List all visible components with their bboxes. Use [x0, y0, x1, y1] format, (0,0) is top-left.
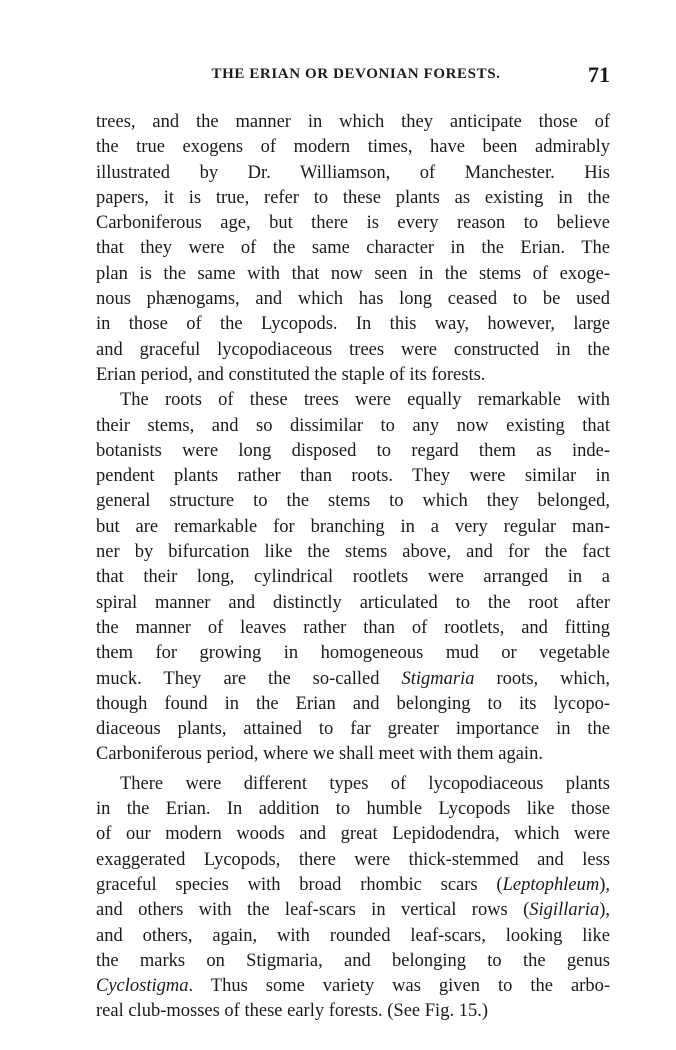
text-line	[96, 974, 610, 999]
text-line: plan is the same with that now seen in the stems of exoge-	[96, 263, 610, 284]
text-line: their stems, and so dissimilar to any now existing that	[96, 415, 610, 436]
text-line: that they were of the same character in the Erian. The	[96, 238, 610, 259]
text-line: trees, and the manner in which they anticipate those of	[96, 112, 610, 132]
text-line: in the Erian. In addition to humble Lycopods like those	[96, 799, 610, 820]
text-line	[96, 898, 610, 923]
running-header	[96, 62, 616, 98]
text-segment: . Thus some variety was given to the arbo-	[188, 976, 610, 997]
italic-term: Stigmaria	[401, 668, 475, 689]
text-segment: ),	[599, 874, 610, 895]
text-line	[96, 667, 610, 692]
paragraph	[96, 772, 610, 1025]
text-line: general structure to the stems to which they belonged,	[96, 491, 610, 512]
text-line: botanists were long disposed to regard them as inde-	[96, 440, 610, 461]
text-line: ner by bifurcation like the stems above, and for the fact	[96, 542, 610, 563]
text-line: of our modern woods and great Lepidodendra, which were	[96, 824, 610, 845]
text-line: them for growing in homogeneous mud or vegetable	[96, 643, 610, 664]
text-line: the manner of leaves rather than of rootlets, and fitting	[96, 617, 610, 638]
italic-term: Cyclostigma	[96, 976, 189, 997]
text-line: spiral manner and distinctly articulated to the root after	[96, 592, 610, 613]
text-line: real club-mosses of these early forests. (See Fig. 15.)	[96, 1001, 488, 1022]
text-line: the marks on Stigmaria, and belonging to the genus	[96, 950, 610, 971]
text-line: Erian period, and constituted the staple of its forests.	[96, 364, 486, 385]
paragraph	[96, 388, 610, 767]
text-line	[96, 873, 610, 898]
text-segment: ),	[599, 900, 610, 921]
text-line: illustrated by Dr. Williamson, of Manchester. His	[96, 162, 610, 183]
text-line: the true exogens of modern times, have been admirably	[96, 137, 610, 158]
text-segment: roots, which,	[496, 668, 611, 689]
text-line: papers, it is true, refer to these plants as existing in the	[96, 187, 610, 208]
text-segment: muck. They are the so-called	[96, 668, 380, 689]
text-line: exaggerated Lycopods, there were thick-stemmed and less	[96, 849, 610, 870]
text-line: Carboniferous period, where we shall meet with them again.	[96, 744, 543, 765]
page-number: 71	[588, 62, 610, 87]
text-line: though found in the Erian and belonging to its lycopo-	[96, 693, 610, 714]
text-line: but are remarkable for branching in a very regular man-	[96, 516, 610, 537]
text-line: and graceful lycopodiaceous trees were constructed in the	[96, 339, 610, 360]
text-line: pendent plants rather than roots. They were similar in	[96, 466, 610, 487]
text-line: The roots of these trees were equally remarkable with	[120, 390, 610, 411]
running-title: THE ERIAN OR DEVONIAN FORESTS.	[211, 66, 501, 82]
text-segment: graceful species with broad rhombic scars (	[96, 874, 503, 895]
text-line: that their long, cylindrical rootlets were arranged in a	[96, 567, 610, 588]
text-line: There were different types of lycopodiaceous plants	[120, 773, 610, 794]
text-line: diaceous plants, attained to far greater importance in the	[96, 719, 610, 740]
text-line: Carboniferous age, but there is every reason to believe	[96, 213, 610, 234]
italic-term: Leptophleum	[502, 874, 600, 895]
text-segment: and others with the leaf-scars in vertical rows (	[96, 900, 530, 921]
body-text	[96, 110, 610, 1025]
italic-term: Sigillaria	[529, 900, 600, 921]
text-line: and others, again, with rounded leaf-scars, looking like	[96, 925, 610, 946]
text-line: nous phænogams, and which has long ceased to be used	[96, 289, 610, 310]
paragraph	[96, 110, 610, 388]
text-line: in those of the Lycopods. In this way, however, large	[96, 314, 610, 335]
